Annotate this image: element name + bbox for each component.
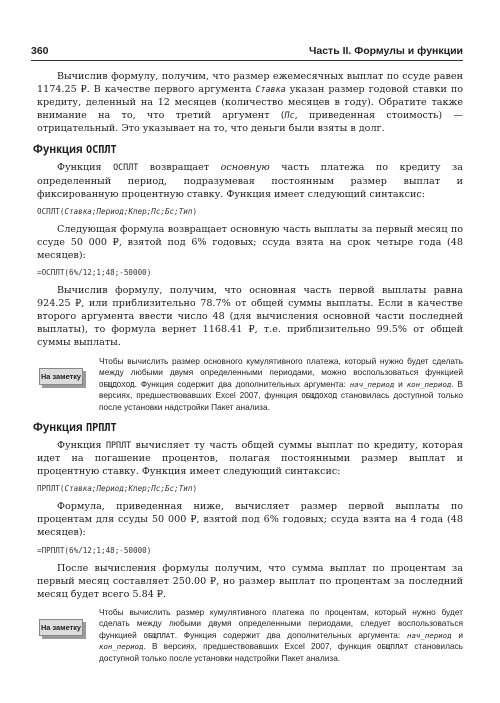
code-span: ПРПЛТ( bbox=[37, 484, 65, 494]
code-span: ) bbox=[192, 484, 198, 494]
text-span: . Функция содержит два дополнительных аргумента: bbox=[134, 378, 350, 389]
text-span: и bbox=[394, 378, 407, 389]
paragraph-2 bbox=[37, 161, 463, 200]
text-span: . В версиях, предшествовавших Excel 2007, функция bbox=[143, 641, 378, 652]
text-span: Функция bbox=[57, 440, 106, 451]
heading-word: Функция bbox=[33, 422, 83, 434]
function-name: ОБЩПЛАТ bbox=[377, 642, 409, 652]
running-title: Часть II. Формулы и функции bbox=[309, 45, 463, 57]
text-span: Чтобы вычислить размер основного кумулятивного платежа, который нужно будет сделать между любыми двумя определенными периодами, можно воспользоваться функцией bbox=[99, 355, 463, 377]
function-name: ОБЩДОХОД bbox=[99, 379, 135, 389]
function-name: ОСПЛТ bbox=[85, 145, 117, 157]
text-span: указан размер годовой ставки по кредиту, деленный на 12 месяцев (количество месяцев в году). Обратите также внимание на то, что третий аргумент ( bbox=[37, 84, 463, 122]
paragraph-6: Формула, приведенная ниже, вычисляет размер первой выплаты по процентам для ссуды 50 000 ₽, взятой под 6% годовых; ссуда взята на 4 года (48 месяцев): bbox=[37, 501, 463, 539]
section-heading-osplt bbox=[33, 144, 463, 156]
paragraph-4: Вычислив формулу, получим, что основная часть первой выплаты равна 924.25 ₽, или приблизительно 78.7% от общей суммы выплаты. Если в качестве второго аргумента ввести число 48 (для вычисления основной части последней выплаты), то формула вернет 1168.41 ₽, т.е. приблизительно 99.5% от общей суммы выплаты. bbox=[37, 285, 463, 349]
text-span: Вычислив формулу, получим, что размер ежемесячных выплат по ссуде равен 1174.25 ₽. В качестве первого аргумента bbox=[37, 71, 463, 96]
argument-name: Пс bbox=[284, 110, 295, 121]
section-heading-prplt bbox=[33, 422, 463, 434]
text-span: Функция bbox=[57, 162, 114, 174]
note-badge bbox=[39, 368, 83, 385]
text-span: возвращает bbox=[138, 162, 221, 174]
paragraph-1 bbox=[37, 70, 463, 135]
function-name: ОСПЛТ bbox=[113, 162, 139, 173]
function-name: ПРПЛТ bbox=[85, 423, 117, 434]
text-span: и bbox=[451, 629, 463, 640]
formula-prplt: =ПРПЛТ(6%/12;1;48;-50000) bbox=[37, 545, 152, 555]
paragraph-3: Следующая формула возвращает основную часть выплаты за первый месяц по ссуде 50 000 ₽, взятой под 6% годовых; ссуда взята на срок четыре года (48 месяцев): bbox=[37, 223, 463, 261]
text-span: . Функция содержит два дополнительных аргумента: bbox=[174, 629, 408, 640]
formula-osplt: =ОСПЛТ(6%/12;1;48;-50000) bbox=[37, 268, 152, 278]
argument-name: кон_период bbox=[99, 642, 144, 652]
badge-label: На заметку bbox=[39, 368, 83, 385]
argument-name: кон_период bbox=[406, 379, 452, 389]
note-block-1 bbox=[37, 356, 463, 414]
code-span: ) bbox=[192, 206, 198, 216]
argument-name: нач_период bbox=[407, 630, 452, 640]
note-text bbox=[99, 356, 463, 414]
paragraph-7: После вычисления формулы получим, что сумма выплат по процентам за первый месяц составляет 250.00 ₽, но размер выплат по процентам за последний месяц будет всего 5.84 ₽. bbox=[37, 562, 463, 600]
page-number: 360 bbox=[31, 45, 49, 57]
syntax-osplt bbox=[37, 206, 463, 217]
heading-word: Функция bbox=[33, 144, 83, 157]
badge-label: На заметку bbox=[39, 619, 83, 636]
note-badge bbox=[39, 619, 83, 636]
page-body bbox=[33, 70, 464, 672]
text-span: вычисляет ту часть общей суммы выплат по кредиту, которая идет на погашение процентов, полагая постоянными размер выплат и процентную ставку. Функция имеет следующий синтаксис: bbox=[37, 440, 464, 478]
argument-name: Ставка bbox=[255, 84, 286, 95]
emphasis: основную bbox=[220, 162, 270, 174]
text-span: часть платежа по кредиту за определенный период, подразумевая постоянным размер выплат и фиксированную процентную ставку. Функция имеет следующий синтаксис: bbox=[37, 162, 463, 200]
running-header bbox=[31, 45, 463, 61]
function-name: ПРПЛТ bbox=[105, 440, 132, 450]
note-text bbox=[99, 607, 463, 665]
code-span: ОСПЛТ( bbox=[37, 206, 65, 216]
text-span: становилась доступной только после установки надстройки Пакет анализа. bbox=[99, 641, 463, 663]
paragraph-5 bbox=[37, 439, 463, 478]
text-span: Чтобы вычислить размер кумулятивного платежа по процентам, который нужно будет сделать между любыми двумя определенными периодами, следует воспользоваться функцией bbox=[99, 606, 463, 640]
text-span: , приведенная стоимость) — отрицательный. Это указывает на то, что деньги были взяты в долг. bbox=[37, 110, 463, 135]
argument-name: нач_период bbox=[349, 379, 395, 389]
syntax-prplt bbox=[37, 483, 463, 494]
code-args: Ставка;Период;Кпер;Пс;Бс;Тип bbox=[64, 206, 193, 216]
code-args: Ставка;Период;Кпер;Пс;Бс;Тип bbox=[64, 484, 193, 494]
text-span: становилась доступной только после установки надстройки Пакет анализа. bbox=[99, 390, 463, 412]
text-span: . В версиях, предшествовавших Excel 2007, функция bbox=[99, 378, 463, 400]
function-name: ОБЩДОХОД bbox=[301, 391, 337, 400]
function-name: ОБЩПЛАТ bbox=[143, 630, 175, 640]
note-block-2 bbox=[37, 607, 463, 665]
